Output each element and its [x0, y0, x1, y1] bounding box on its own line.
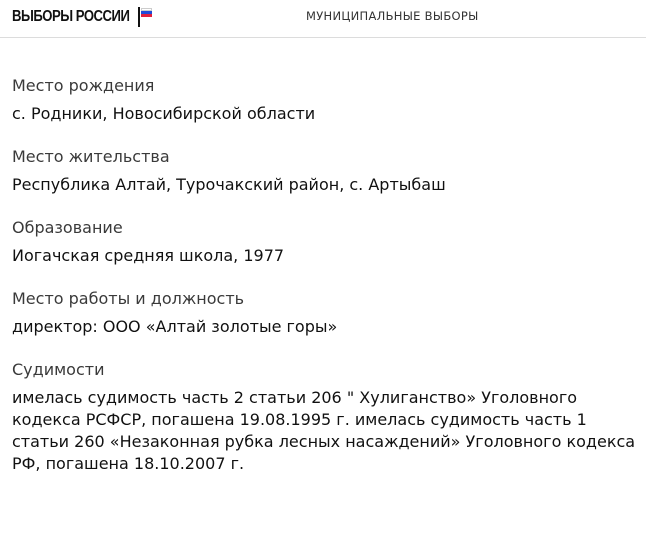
field-label: Место жительства — [12, 147, 170, 166]
field-convictions — [12, 356, 636, 475]
field-value: имелась судимость часть 2 статьи 206 " Хулиганство» Уголовного кодекса РСФСР, погашена 19.08.1995 г. имелась судимость часть 1 статьи 260 «Незаконная рубка лесных насаждений» Уголовного кодекса РФ, погашена 18.10.2007 г. — [12, 388, 636, 473]
field-value: директор: ООО «Алтай золотые горы» — [12, 317, 338, 336]
field-label: Место работы и должность — [12, 289, 245, 308]
field-value: Иогачская средняя школа, 1977 — [12, 246, 285, 265]
field-value: с. Родники, Новосибирской области — [12, 104, 316, 123]
candidate-details — [12, 72, 636, 493]
site-logo[interactable] — [12, 6, 153, 28]
field-education — [12, 214, 636, 267]
field-residence — [12, 143, 636, 196]
logo-text: ВЫБОРЫ РОССИИ — [12, 8, 130, 25]
field-label: Место рождения — [12, 76, 155, 95]
site-header — [0, 0, 646, 38]
field-birthplace — [12, 72, 636, 125]
field-label: Образование — [12, 218, 123, 237]
field-workplace — [12, 285, 636, 338]
field-label: Судимости — [12, 360, 105, 379]
nav-municipal-elections[interactable]: МУНИЦИПАЛЬНЫЕ ВЫБОРЫ — [306, 9, 479, 23]
flag-stripe-red — [141, 14, 152, 17]
field-value: Республика Алтай, Турочакский район, с. Артыбаш — [12, 175, 446, 194]
russian-flag-icon — [138, 7, 153, 27]
flag-pole — [138, 7, 140, 27]
